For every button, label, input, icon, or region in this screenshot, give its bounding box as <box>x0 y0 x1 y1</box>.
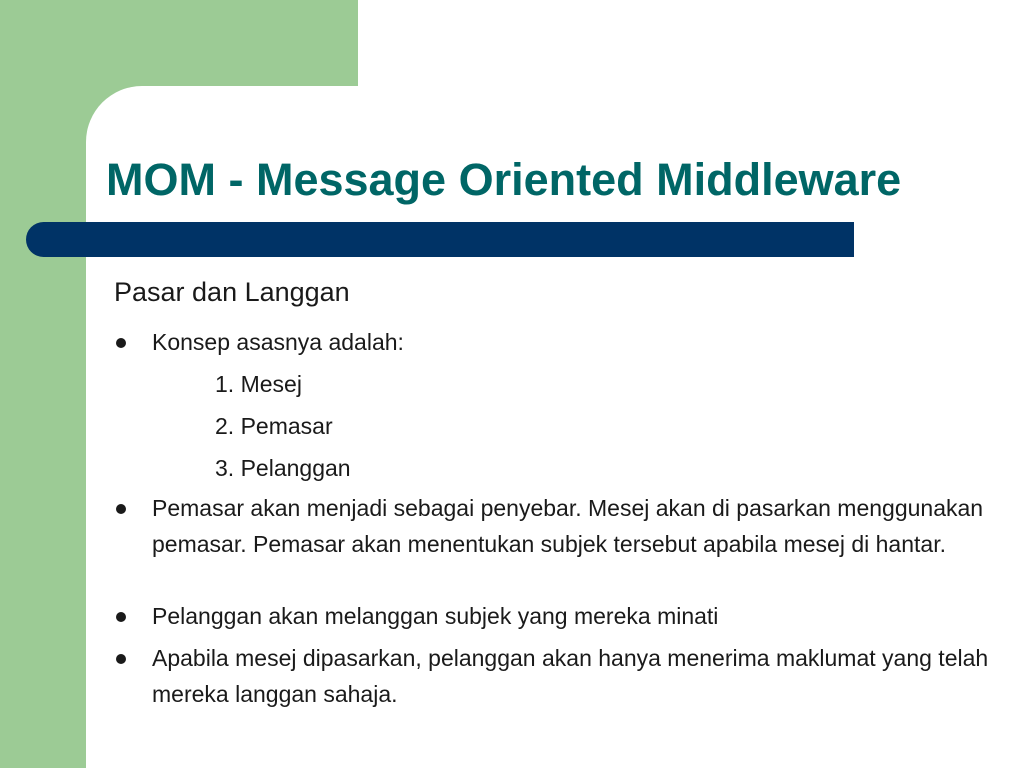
bullet-dot-icon <box>116 654 126 664</box>
bullet-text: Pelanggan akan melanggan subjek yang mereka minati <box>152 603 719 629</box>
numbered-item-pelanggan: 3. Pelanggan <box>215 455 351 481</box>
bullet-dot-icon <box>116 338 126 348</box>
numbered-item-pemasar: 2. Pemasar <box>215 413 333 439</box>
bullet-text: Konsep asasnya adalah: <box>152 329 404 355</box>
numbered-item-mesej: 1. Mesej <box>215 371 302 397</box>
bullet-dot-icon <box>116 504 126 514</box>
slide-title: MOM - Message Oriented Middleware <box>106 154 902 205</box>
slide-subtitle: Pasar dan Langgan <box>114 277 350 307</box>
title-underline-bar <box>26 222 854 257</box>
bullet-dot-icon <box>116 612 126 622</box>
bullet-text: Pemasar akan menjadi sebagai penyebar. Mesej akan di pasarkan menggunakan pemasar. Pemasar akan menentukan subjek tersebut apabila mesej di hantar. <box>152 495 984 557</box>
bullet-text: Apabila mesej dipasarkan, pelanggan akan hanya menerima maklumat yang telah mereka langgan sahaja. <box>152 645 989 707</box>
